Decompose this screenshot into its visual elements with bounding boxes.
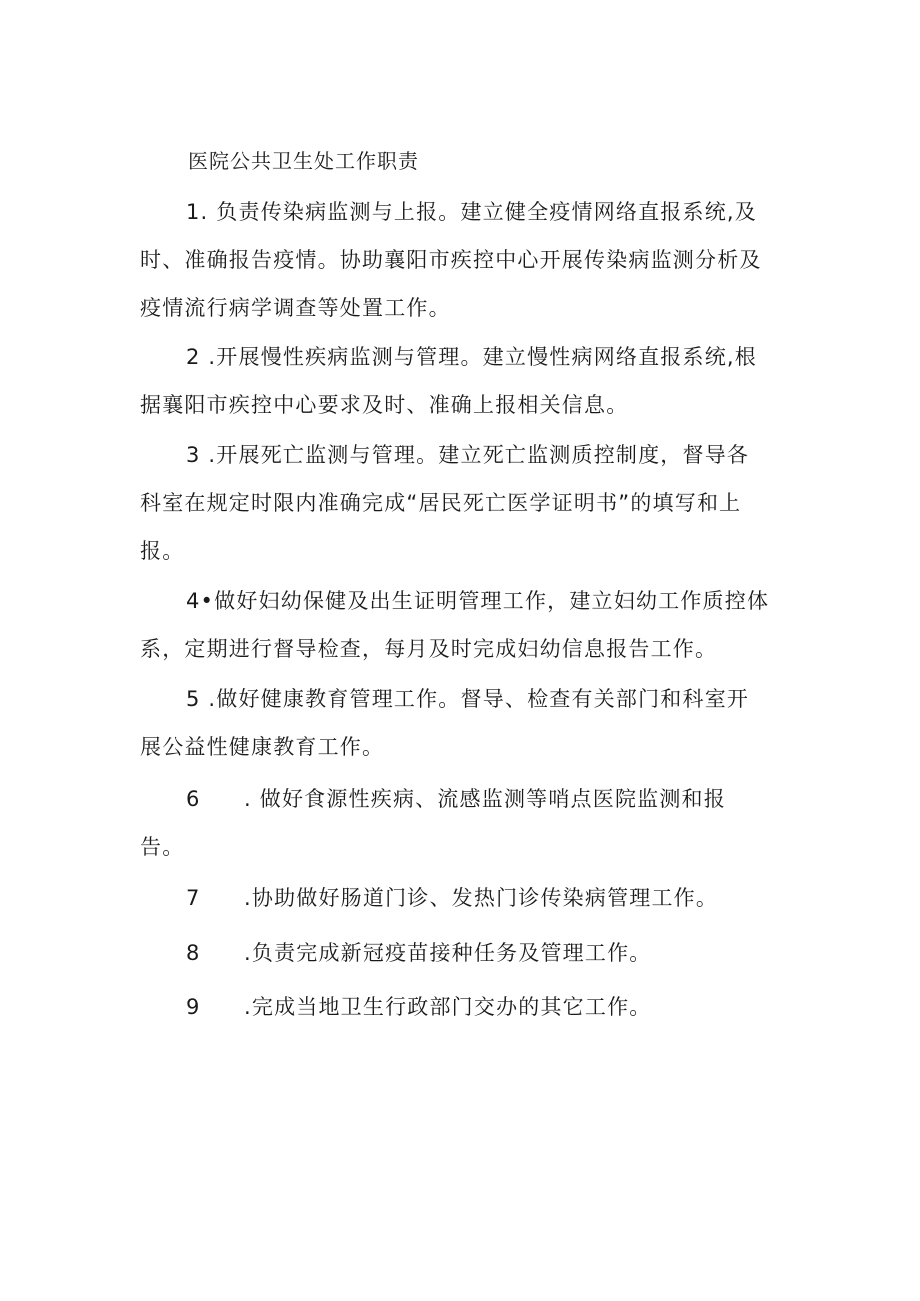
item-2-line-1: 2 .开展慢性疾病监测与管理。建立慢性病网络直报系统,根 (186, 345, 757, 369)
item-8-number: 8 (186, 941, 201, 965)
item-4-line-2: 系，定期进行督导检查，每月及时完成妇幼信息报告工作。 (140, 637, 718, 661)
item-8-line (186, 939, 651, 967)
item-9-text: .完成当地卫生行政部门交办的其它工作。 (244, 995, 652, 1019)
item-6-line-1 (186, 785, 726, 813)
item-9-number: 9 (186, 995, 201, 1019)
document-title: 医院公共卫生处工作职责 (188, 149, 419, 173)
item-4-line-1: 4•做好妇幼保健及出生证明管理工作，建立妇幼工作质控体 (186, 589, 770, 613)
item-2-line-2: 据襄阳市疾控中心要求及时、准确上报相关信息。 (140, 393, 629, 417)
item-7-number: 7 (186, 886, 201, 910)
item-3-line-2: 科室在规定时限内准确完成“居民死亡医学证明书”的填写和上 (140, 491, 742, 515)
item-7-line (186, 884, 718, 912)
item-5-line-1: 5 .做好健康教育管理工作。督导、检查有关部门和科室开 (186, 687, 750, 711)
item-8-text: .负责完成新冠疫苗接种任务及管理工作。 (244, 941, 652, 965)
item-1-line-1: 1. 负责传染病监测与上报。建立健全疫情网络直报系统,及 (186, 200, 757, 224)
item-5-line-2: 展公益性健康教育工作。 (140, 735, 385, 759)
item-7-text: .协助做好肠道门诊、发热门诊传染病管理工作。 (244, 886, 719, 910)
item-3-line-3: 报。 (140, 539, 185, 563)
item-1-line-3: 疫情流行病学调查等处置工作。 (140, 296, 451, 320)
item-6-text: . 做好食源性疾病、流感监测等哨点医院监测和报 (244, 787, 726, 811)
item-9-line (186, 993, 651, 1021)
item-3-line-1: 3 .开展死亡监测与管理。建立死亡监测质控制度，督导各 (186, 443, 750, 467)
item-6-line-2: 告。 (140, 835, 185, 859)
item-1-line-2: 时、准确报告疫情。协助襄阳市疾控中心开展传染病监测分析及 (140, 248, 762, 272)
item-6-number: 6 (186, 787, 201, 811)
